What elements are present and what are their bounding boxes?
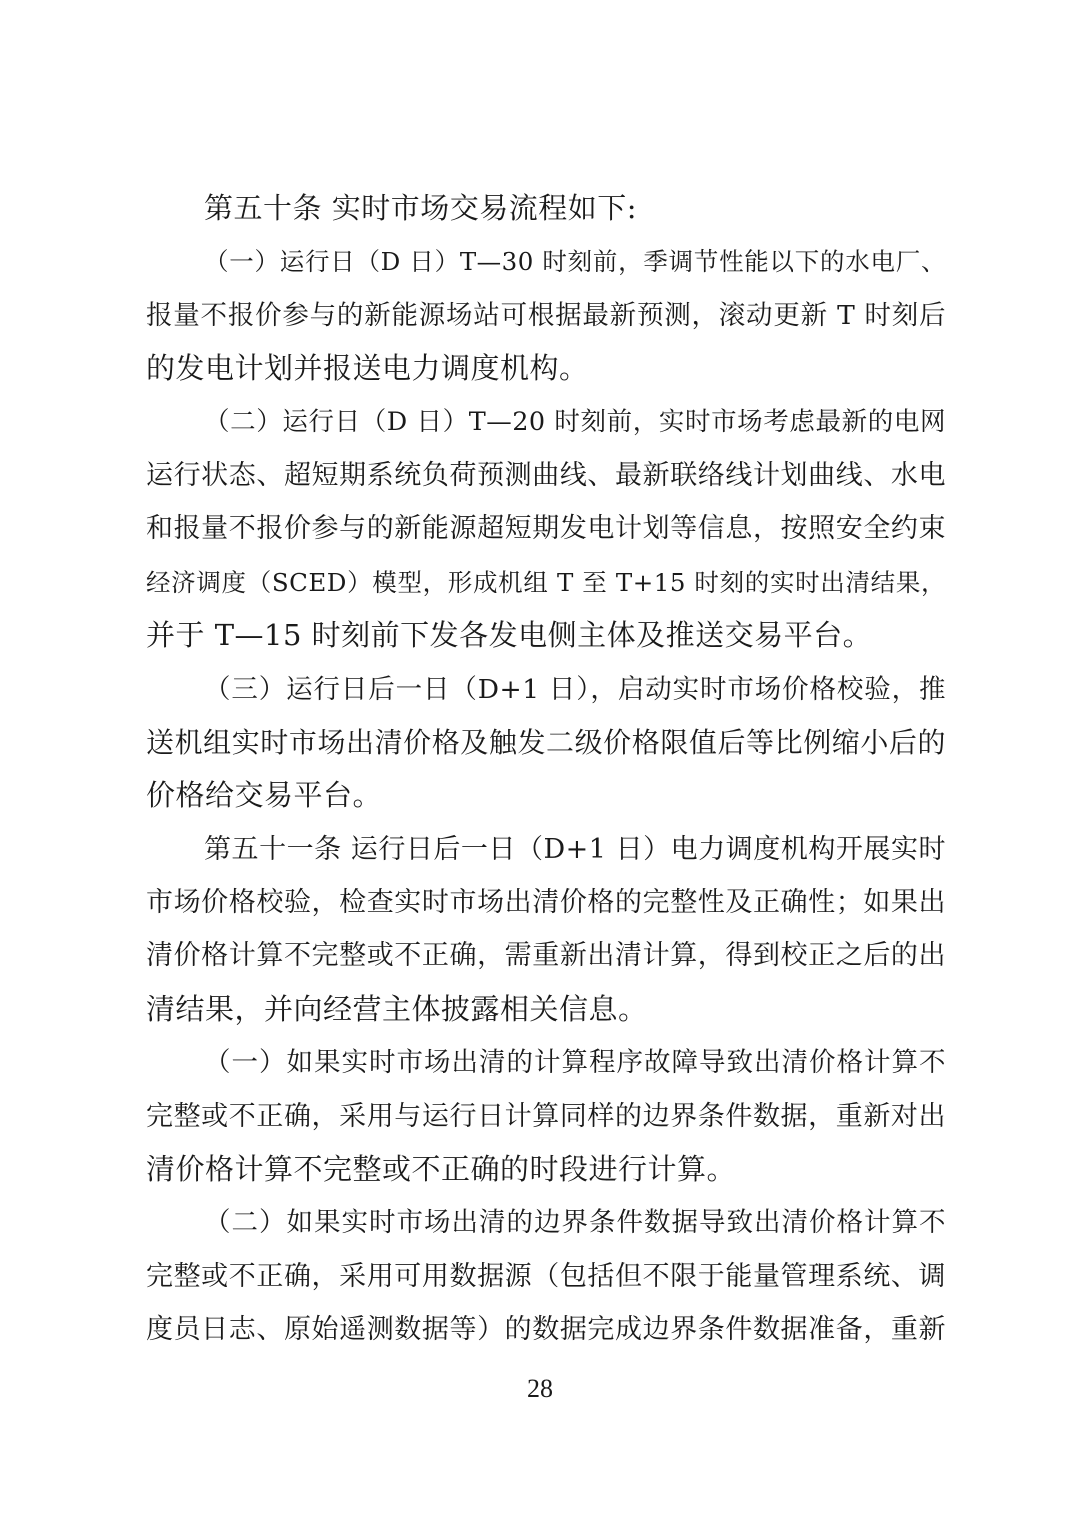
text-line: 清结果，并向经营主体披露相关信息。: [146, 991, 648, 1026]
text-line: 清价格计算不完整或不正确，需重新出清计算，得到校正之后的出: [146, 940, 946, 972]
text-line: 第五十一条 运行日后一日（D+1 日）电力调度机构开展实时: [204, 833, 946, 865]
text-line: （三）运行日后一日（D+1 日），启动实时市场价格校验，推: [204, 673, 946, 705]
text-line: 并于 T—15 时刻前下发各发电侧主体及推送交易平台。: [146, 618, 873, 653]
document-body: [146, 182, 946, 1357]
text-line: （二）运行日（D 日）T—20 时刻前，实时市场考虑最新的电网: [204, 406, 946, 437]
text-line: 市场价格校验，检查实时市场出清价格的完整性及正确性；如果出: [146, 887, 946, 919]
text-line: 完整或不正确，采用可用数据源（包括但不限于能量管理系统、调: [146, 1260, 946, 1292]
text-line: 经济调度（SCED）模型，形成机组 T 至 T+15 时刻的实时出清结果，: [146, 567, 946, 597]
text-line: （一）运行日（D 日）T—30 时刻前，季调节性能以下的水电厂、: [204, 247, 946, 277]
text-line: 和报量不报价参与的新能源超短期发电计划等信息，按照安全约束: [146, 513, 946, 545]
text-line: 送机组实时市场出清价格及触发二级价格限值后等比例缩小后的: [146, 725, 946, 759]
text-line: （二）如果实时市场出清的边界条件数据导致出清价格计算不: [204, 1207, 946, 1239]
text-line: 第五十条 实时市场交易流程如下:: [204, 191, 637, 225]
text-line: 的发电计划并报送电力调度机构。: [146, 351, 589, 386]
text-line: 度员日志、原始遥测数据等）的数据完成边界条件数据准备，重新: [146, 1314, 946, 1346]
text-line: （一）如果实时市场出清的计算程序故障导致出清价格计算不: [204, 1047, 946, 1079]
text-line: 清价格计算不完整或不正确的时段进行计算。: [146, 1152, 737, 1187]
text-line: 价格给交易平台。: [146, 778, 383, 813]
text-line: 运行状态、超短期系统负荷预测曲线、最新联络线计划曲线、水电: [146, 459, 946, 491]
page-number: 28: [527, 1374, 553, 1403]
text-line: 报量不报价参与的新能源场站可根据最新预测，滚动更新 T 时刻后: [146, 299, 946, 331]
text-line: 完整或不正确，采用与运行日计算同样的边界条件数据，重新对出: [146, 1100, 946, 1132]
